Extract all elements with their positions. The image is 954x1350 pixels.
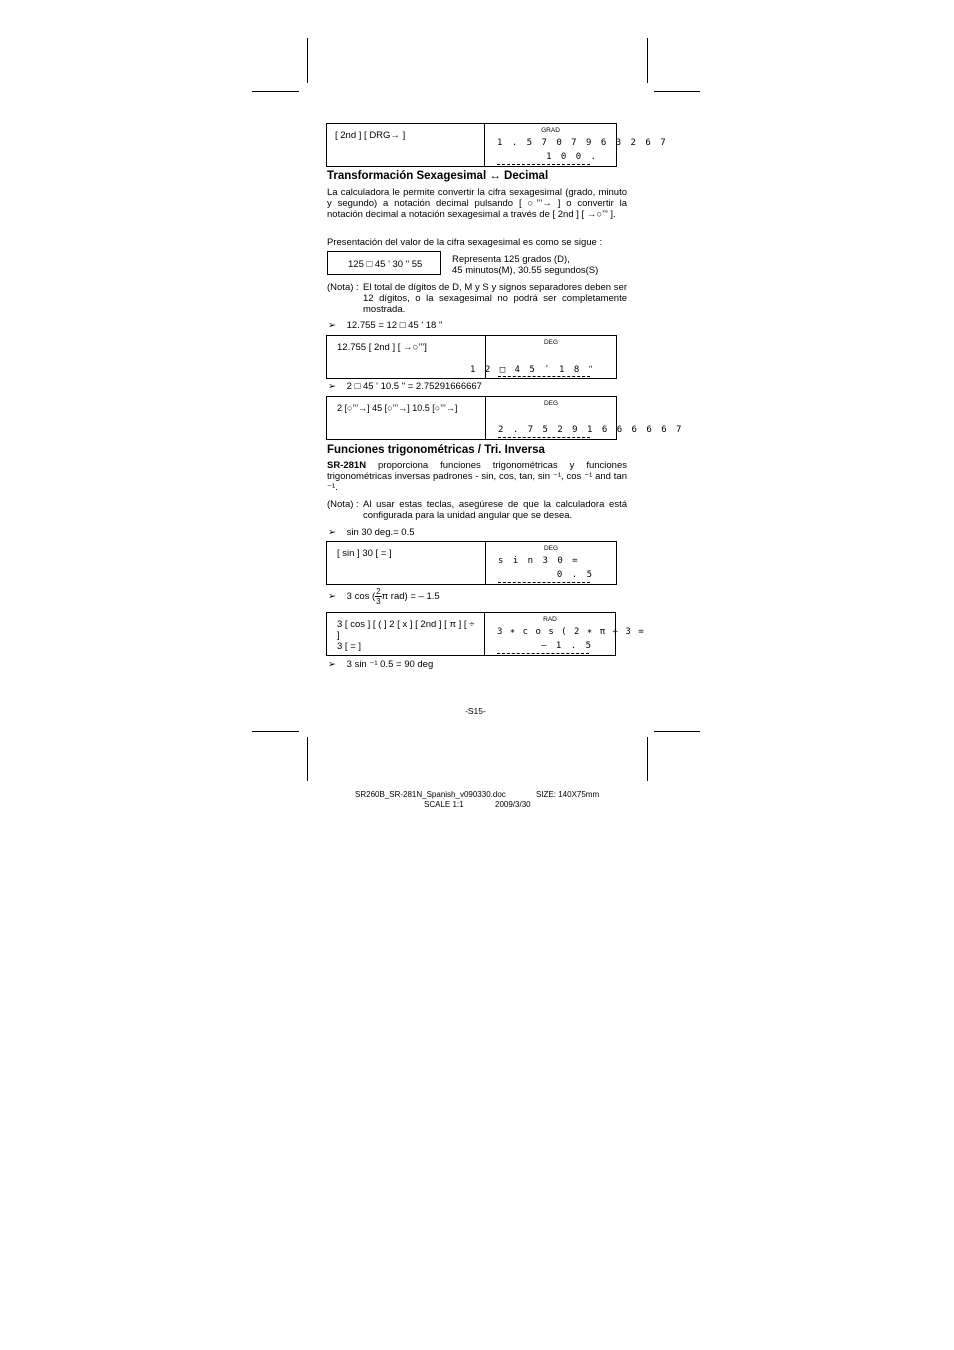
mode-indicator: DEG	[543, 339, 559, 346]
page-number: -S15-	[465, 706, 486, 716]
example-table-4	[326, 612, 645, 656]
display-line-1: 1 . 5 7 0 7 9 6 3 2 6 7	[497, 138, 668, 148]
example-formula: 3 sin ⁻¹ 0.5 = 90 deg	[346, 659, 434, 670]
key-sequence: 12.755 [ 2nd ] [ →○’’’]	[327, 336, 486, 378]
example-bullet-2	[328, 381, 482, 392]
crop-mark	[252, 731, 299, 732]
mode-indicator: DEG	[543, 545, 559, 552]
note-text: El total de dígitos de D, M y S y signos separadores deben ser 12 dígitos, o la sexagesimal no podrá ser completamente mostrada.	[363, 282, 627, 315]
section-title-sexagesimal: Transformación Sexagesimal ↔ Decimal	[327, 170, 549, 182]
mode-indicator: RAD	[543, 616, 557, 623]
footer-file-name: SR260B_SR-281N_Spanish_v090330.doc	[355, 790, 506, 799]
sexagesimal-description-2: 45 minutos(M), 30.55 segundos(S)	[452, 265, 599, 276]
example-table-2	[326, 396, 684, 440]
example-formula-prefix: 3 cos (	[346, 591, 376, 603]
note-label: (Nota) :	[327, 282, 359, 293]
calculator-display	[485, 613, 645, 655]
example-table-drg	[326, 123, 668, 167]
section-title-trigonometric: Funciones trigonométricas / Tri. Inversa	[327, 444, 545, 456]
display-underline	[498, 437, 590, 438]
example-table-1	[326, 335, 617, 379]
sexagesimal-example-box	[327, 251, 441, 275]
example-formula-suffix: π rad) = – 1.5	[381, 591, 440, 603]
paragraph-trig-text: proporciona funciones trigonométricas y funciones trigonométricas inversas padrones - sin, cos, tan, sin ⁻¹, cos ⁻¹ and tan ⁻¹.	[327, 460, 627, 493]
footer-size: SIZE: 140X75mm	[536, 790, 600, 799]
example-formula: sin 30 deg.= 0.5	[346, 527, 415, 538]
key-sequence: [ sin ] 30 [ = ]	[327, 542, 486, 584]
display-line-2: – 1 . 5	[541, 641, 593, 651]
crop-mark	[307, 38, 308, 83]
key-sequence-line-2: 3 [ = ]	[337, 641, 362, 652]
sexagesimal-value: 125 □ 45 ʹ 30 ʺ 55	[348, 259, 423, 270]
mode-indicator: DEG	[543, 400, 559, 407]
crop-mark	[307, 737, 308, 781]
paragraph-intro: La calculadora le permite convertir la cifra sexagesimal (grado, minuto y segundo) a notación decimal pulsando [ ○’’’→ ] o convertir la notación decimal a notación sexagesimal a través de [ 2nd ] [ →○’’’ ].	[327, 187, 627, 220]
example-formula: 12.755 = 12 □ 45 ʹ 18 ʺ	[346, 320, 443, 331]
fraction-denominator: 3	[376, 597, 381, 606]
fraction-numerator: 2	[376, 587, 381, 596]
note-label: (Nota) :	[327, 499, 359, 510]
bullet-arrow-icon: ➢	[328, 591, 336, 603]
footer-date: 2009/3/30	[495, 800, 531, 809]
key-sequence: 2 [○’’’→] 45 [○’’’→] 10.5 [○’’’→]	[327, 397, 486, 439]
display-line-2: 2 . 7 5 2 9 1 6 6 6 6 6 7	[498, 425, 684, 435]
example-bullet-5	[328, 659, 433, 670]
crop-mark	[654, 731, 700, 732]
paragraph-trig	[327, 460, 627, 493]
key-sequence-line-1: 3 [ cos ] [ ( ] 2 [ x ] [ 2nd ] [ π ] [ ÷ ]	[337, 619, 475, 641]
display-line-2: 1 2 □ 4 5 ʹ 1 8 ʺ	[470, 365, 594, 375]
crop-mark	[252, 91, 299, 92]
calculator-display	[485, 124, 668, 166]
paragraph-presentation: Presentación del valor de la cifra sexagesimal es como se sigue :	[327, 237, 603, 248]
example-bullet-3	[328, 527, 415, 538]
display-underline	[497, 653, 589, 654]
display-underline	[498, 582, 590, 583]
example-formula: 2 □ 45 ʹ 10.5 ʺ = 2.75291666667	[346, 381, 482, 392]
display-underline	[497, 164, 590, 165]
bullet-arrow-icon: ➢	[328, 381, 336, 392]
display-line-1: s i n 3 0 =	[498, 556, 580, 566]
example-table-3	[326, 541, 617, 585]
crop-mark	[647, 737, 648, 781]
bullet-arrow-icon: ➢	[328, 659, 336, 670]
example-bullet-4	[328, 587, 440, 606]
calculator-display	[486, 542, 616, 584]
mode-indicator: GRAD	[541, 127, 560, 134]
calculator-display	[486, 397, 684, 439]
display-underline	[498, 376, 590, 377]
display-line-2: 0 . 5	[556, 570, 594, 580]
sexagesimal-description-1: Representa 125 grados (D),	[452, 254, 570, 265]
crop-mark	[654, 91, 700, 92]
key-sequence	[327, 613, 485, 655]
model-name: SR-281N	[327, 460, 367, 471]
footer-scale: SCALE 1:1	[424, 800, 464, 809]
crop-mark	[647, 38, 648, 83]
key-sequence: [ 2nd ] [ DRG→ ]	[327, 124, 485, 166]
example-bullet-1	[328, 320, 442, 331]
bullet-arrow-icon: ➢	[328, 320, 336, 331]
calculator-display	[470, 336, 616, 378]
note-text: Al usar estas teclas, asegúrese de que la calculadora está configurada para la unidad angular que se desea.	[363, 499, 627, 521]
bullet-arrow-icon: ➢	[328, 527, 336, 538]
display-line-1: 3 ∗ c o s ( 2 ∗ π ÷ 3 =	[497, 627, 645, 637]
display-line-2: 1 0 0 .	[546, 152, 598, 162]
